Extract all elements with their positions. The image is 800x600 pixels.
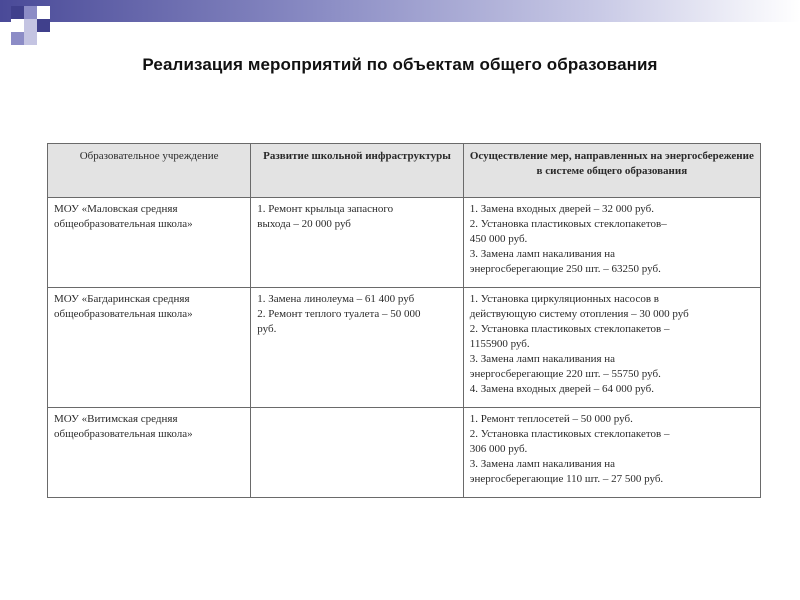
energy-line: 2. Установка пластиковых стеклопакетов – xyxy=(469,428,670,440)
table-row xyxy=(48,288,761,408)
infrastructure-line: 1. Ремонт крыльца запасного xyxy=(257,203,394,215)
energy-line: действующую систему отопления – 30 000 руб xyxy=(469,308,689,320)
cell-institution xyxy=(48,408,251,498)
energy-line: 1155900 руб. xyxy=(469,338,530,350)
institution-line: МОУ «Багдаринская средняя xyxy=(54,293,190,305)
table-body xyxy=(48,198,761,498)
slide-title: Реализация мероприятий по объектам общего образования xyxy=(142,55,658,74)
cell-energy xyxy=(463,198,760,288)
column-header-institution: Образовательное учреждение xyxy=(48,144,251,198)
energy-line: 3. Замена ламп накаливания на xyxy=(469,458,616,470)
energy-line: 1. Ремонт теплосетей – 50 000 руб. xyxy=(469,413,633,425)
cell-institution xyxy=(48,198,251,288)
energy-line: 4. Замена входных дверей – 64 000 руб. xyxy=(469,383,655,395)
column-header-energy xyxy=(463,144,760,198)
energy-line: 450 000 руб. xyxy=(469,233,528,245)
institution-line: МОУ «Витимская средняя xyxy=(54,413,178,425)
column-header-infrastructure-label: Развитие школьной инфраструктуры xyxy=(263,150,451,162)
table-row xyxy=(48,198,761,288)
institution-line: общеобразовательная школа» xyxy=(54,218,193,230)
cell-energy xyxy=(463,408,760,498)
energy-line: энергосберегающие 250 шт. – 63250 руб. xyxy=(469,263,661,275)
energy-line: энергосберегающие 220 шт. – 55750 руб. xyxy=(469,368,661,380)
energy-line: 2. Установка пластиковых стеклопакетов– xyxy=(469,218,667,230)
table-row xyxy=(48,408,761,498)
institution-line: МОУ «Маловская средняя xyxy=(54,203,178,215)
cell-energy xyxy=(463,288,760,408)
energy-line: 3. Замена ламп накаливания на xyxy=(469,353,616,365)
energy-line: 2. Установка пластиковых стеклопакетов – xyxy=(469,323,670,335)
cell-infrastructure xyxy=(251,288,463,408)
energy-line: 306 000 руб. xyxy=(469,443,528,455)
column-header-energy-label: Осуществление мер, направленных на энергосбережение в системе общего образования xyxy=(469,150,754,177)
institution-line: общеобразовательная школа» xyxy=(54,428,193,440)
infrastructure-line: выхода – 20 000 руб xyxy=(257,218,351,230)
table-header-row xyxy=(48,144,761,198)
energy-line: 1. Установка циркуляционных насосов в xyxy=(469,293,659,305)
institution-line: общеобразовательная школа» xyxy=(54,308,193,320)
infrastructure-line: руб. xyxy=(257,323,277,335)
cell-institution xyxy=(48,288,251,408)
energy-line: 1. Замена входных дверей – 32 000 руб. xyxy=(469,203,655,215)
header-gradient-band xyxy=(0,0,800,22)
infrastructure-line: 2. Ремонт теплого туалета – 50 000 xyxy=(257,308,421,320)
energy-line: энергосберегающие 110 шт. – 27 500 руб. xyxy=(469,473,664,485)
measures-table xyxy=(47,143,761,498)
column-header-infrastructure xyxy=(251,144,463,198)
cell-infrastructure xyxy=(251,198,463,288)
energy-line: 3. Замена ламп накаливания на xyxy=(469,248,616,260)
cell-infrastructure xyxy=(251,408,463,498)
infrastructure-line: 1. Замена линолеума – 61 400 руб xyxy=(257,293,415,305)
